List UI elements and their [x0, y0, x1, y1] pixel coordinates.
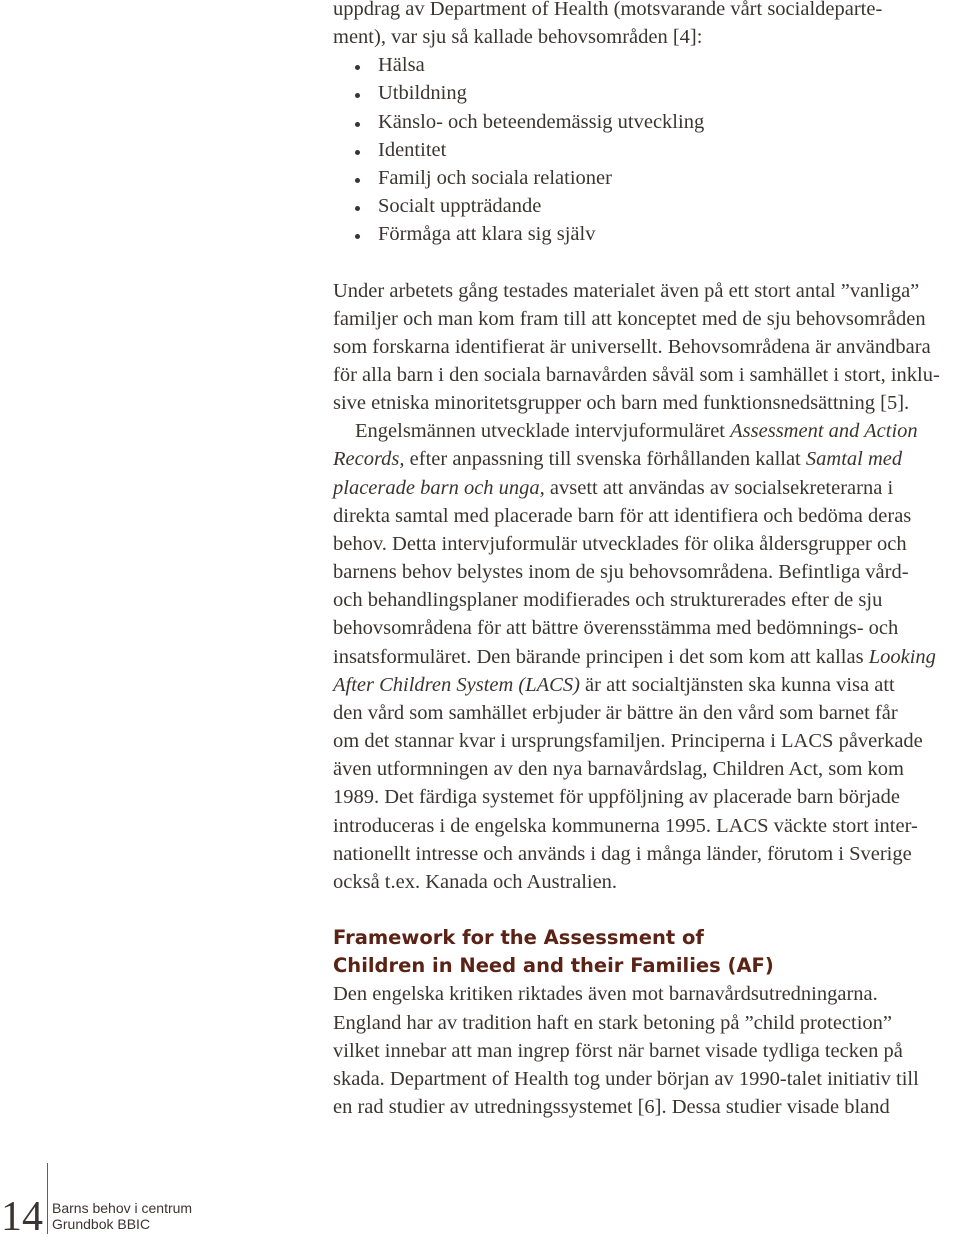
need-area-item: [333, 79, 467, 107]
bullet-icon: [355, 206, 360, 211]
text-line: också t.ex. Kanada och Australien.: [333, 870, 618, 893]
heading-line: Children in Need and their Families (AF): [333, 954, 774, 978]
text-line: direkta samtal med placerade barn för att identifiera och bedöma deras: [333, 504, 912, 527]
text-line: [333, 445, 902, 473]
paragraph-spacer: [333, 248, 953, 276]
italic-title: Samtal med: [805, 448, 903, 471]
text-line: en rad studier av utredningssystemet [6]. Dessa studier visade bland: [333, 1096, 890, 1119]
text-column: [333, 0, 953, 1121]
text-run: avsett att användas av socialsekreterarna i: [544, 476, 894, 499]
text-line: vilket innebar att man ingrep först när barnet visade tydliga tecken på: [333, 1039, 903, 1062]
book-info: [52, 1200, 192, 1232]
paragraph-child-protection: [333, 980, 953, 1121]
italic-title: Assessment and Action: [730, 420, 918, 443]
book-subtitle: Grundbok BBIC: [52, 1216, 151, 1232]
need-area-label: Förmåga att klara sig själv: [378, 223, 596, 246]
need-area-label: Känslo- och beteendemässig utveckling: [378, 110, 705, 133]
text-line: [355, 417, 918, 445]
need-area-label: Hälsa: [378, 54, 425, 77]
intro-paragraph: [333, 0, 953, 51]
italic-title: After Children System (LACS): [333, 673, 580, 696]
text-line: England har av tradition haft en stark betoning på ”child protection”: [333, 1011, 893, 1034]
text-line: barnens behov belystes inom de sju behovsområdena. Befintliga vård-: [333, 561, 909, 584]
text-line: uppdrag av Department of Health (motsvarande vårt socialdeparte-: [333, 0, 883, 20]
text-line: familjer och man kom fram till att konceptet med de sju behovsområden: [333, 307, 926, 330]
text-line: för alla barn i den sociala barnavården såväl som i samhället i stort, inklu-: [333, 364, 940, 387]
text-run: är att socialtjänsten ska kunna visa att: [579, 673, 895, 696]
book-title: Barns behov i centrum: [52, 1200, 193, 1216]
text-line: Under arbetets gång testades materialet även på ett stort antal ”vanliga”: [333, 279, 920, 302]
bullet-icon: [355, 122, 360, 127]
italic-title: Looking: [868, 645, 936, 668]
text-line: [333, 643, 936, 671]
text-line: skada. Department of Health tog under början av 1990-talet initiativ till: [333, 1067, 919, 1090]
text-line: Den engelska kritiken riktades även mot barnavårdsutredningarna.: [333, 983, 878, 1006]
need-area-label: Identitet: [378, 138, 447, 161]
italic-title: Records,: [333, 448, 405, 471]
text-line: [333, 474, 893, 502]
text-run: efter anpassning till svenska förhållanden kallat: [404, 448, 806, 471]
need-area-item: [333, 108, 704, 136]
footer-divider: [47, 1163, 48, 1234]
text-line: och behandlingsplaner modifierades och strukturerades efter de sju: [333, 589, 883, 612]
text-line: om det stannar kvar i ursprungsfamiljen. Principerna i LACS påverkade: [333, 730, 923, 753]
text-line: behov. Detta intervjuformulär utvecklades för olika åldersgrupper och: [333, 532, 907, 555]
need-areas-list: [333, 51, 953, 248]
text-line: introduceras i de engelska kommunerna 1995. LACS väckte stort inter-: [333, 814, 918, 837]
text-line: även utformningen av den nya barnavårdslag, Children Act, som kom: [333, 758, 905, 781]
text-line: ment), var sju så kallade behovsområden [4]:: [333, 26, 703, 49]
bullet-icon: [355, 150, 360, 155]
text-run: insatsformuläret. Den bärande principen i det som kom att kallas: [333, 645, 869, 668]
bullet-icon: [355, 93, 360, 98]
bullet-icon: [355, 65, 360, 70]
paragraph-lacs: [333, 417, 953, 896]
need-area-label: Socialt uppträdande: [378, 195, 542, 218]
need-area-item: [333, 192, 541, 220]
text-line: 1989. Det färdiga systemet för uppföljning av placerade barn började: [333, 786, 900, 809]
bullet-icon: [355, 234, 360, 239]
need-area-item: [333, 136, 446, 164]
need-area-label: Utbildning: [378, 82, 467, 105]
text-run: Engelsmännen utvecklade intervjuformuläret: [355, 420, 731, 443]
bullet-icon: [355, 178, 360, 183]
paragraph-universality: [333, 277, 953, 418]
need-area-label: Familj och sociala relationer: [378, 166, 612, 189]
section-heading: [333, 924, 953, 980]
text-line: sive etniska minoritetsgrupper och barn med funktionsnedsättning [5].: [333, 392, 910, 415]
need-area-item: [333, 220, 595, 248]
text-line: behovsområdena för att bättre överensstämma med bedömnings- och: [333, 617, 899, 640]
text-line: nationellt intresse och används i dag i många länder, förutom i Sverige: [333, 842, 912, 865]
page-number: 14: [1, 1194, 43, 1240]
text-line: som forskarna identifierat är universellt. Behovsområdena är användbara: [333, 335, 931, 358]
heading-line: Framework for the Assessment of: [333, 926, 704, 950]
paragraph-spacer: [333, 896, 953, 924]
need-area-item: [333, 164, 612, 192]
text-line: den vård som samhället erbjuder är bättre än den vård som barnet får: [333, 701, 898, 724]
need-area-item: [333, 51, 425, 79]
text-line: [333, 671, 895, 699]
italic-title: placerade barn och unga,: [333, 476, 545, 499]
